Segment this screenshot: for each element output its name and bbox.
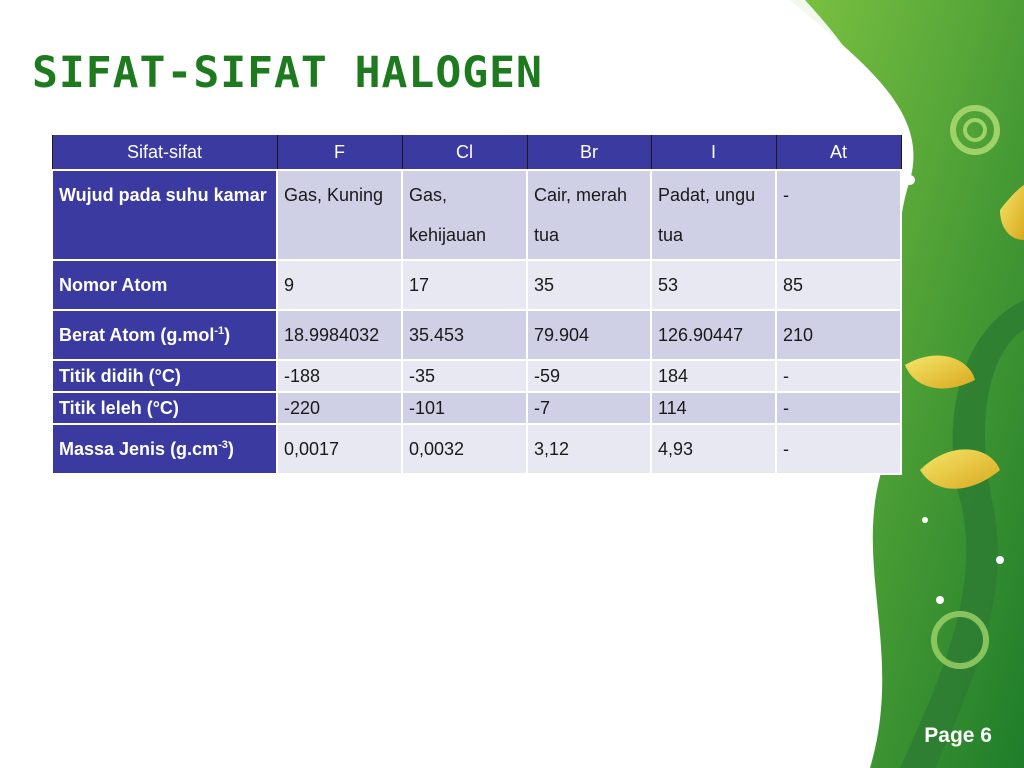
table-row [52, 170, 901, 260]
row-label: Nomor Atom [52, 260, 277, 310]
column-header: Cl [402, 134, 527, 170]
halogen-properties-table [51, 133, 902, 475]
table-cell: 4,93 [651, 424, 776, 474]
table-header-row [52, 134, 901, 170]
table-cell: Gas, kehijauan [402, 170, 527, 260]
table-cell: Gas, Kuning [277, 170, 402, 260]
table-cell: -59 [527, 360, 651, 392]
table-cell: - [776, 392, 901, 424]
row-label-text: Massa Jenis (g.cm [59, 439, 219, 459]
table-cell: 3,12 [527, 424, 651, 474]
table-row [52, 424, 901, 474]
row-label-superscript: -1 [214, 325, 225, 337]
table-cell: -220 [277, 392, 402, 424]
table-row [52, 310, 901, 360]
table-row [52, 392, 901, 424]
page-number: Page 6 [924, 724, 992, 747]
table-cell: 18.9984032 [277, 310, 402, 360]
row-label [52, 310, 277, 360]
table-cell: 79.904 [527, 310, 651, 360]
table-row [52, 360, 901, 392]
table-cell: -188 [277, 360, 402, 392]
row-label-text: Berat Atom (g.mol [59, 325, 215, 345]
table-cell: 85 [776, 260, 901, 310]
table-cell: 0,0032 [402, 424, 527, 474]
column-header: Sifat-sifat [52, 134, 277, 170]
table-cell: 9 [277, 260, 402, 310]
table-cell: 184 [651, 360, 776, 392]
table-cell: 35.453 [402, 310, 527, 360]
table-cell: Cair, merah tua [527, 170, 651, 260]
table-cell: 126.90447 [651, 310, 776, 360]
table-cell: 35 [527, 260, 651, 310]
table-cell: -35 [402, 360, 527, 392]
table-cell: -101 [402, 392, 527, 424]
table-cell: Padat, ungu tua [651, 170, 776, 260]
row-label-close: ) [227, 439, 234, 459]
slide-title: SIFAT-SIFAT HALOGEN [32, 48, 543, 98]
row-label-superscript: -3 [218, 439, 228, 451]
row-label: Titik didih (°C) [52, 360, 277, 392]
column-header: I [651, 134, 776, 170]
table-cell: - [776, 424, 901, 474]
row-label: Titik leleh (°C) [52, 392, 277, 424]
table-cell: 0,0017 [277, 424, 402, 474]
table-cell: - [776, 360, 901, 392]
table-cell: 53 [651, 260, 776, 310]
table-cell: 114 [651, 392, 776, 424]
table-cell: - [776, 170, 901, 260]
row-label [52, 424, 277, 474]
row-label: Wujud pada suhu kamar [52, 170, 277, 260]
table-cell: 210 [776, 310, 901, 360]
table-row [52, 260, 901, 310]
column-header: Br [527, 134, 651, 170]
table-cell: 17 [402, 260, 527, 310]
table-cell: -7 [527, 392, 651, 424]
row-label-close: ) [224, 325, 231, 345]
column-header: F [277, 134, 402, 170]
column-header: At [776, 134, 901, 170]
